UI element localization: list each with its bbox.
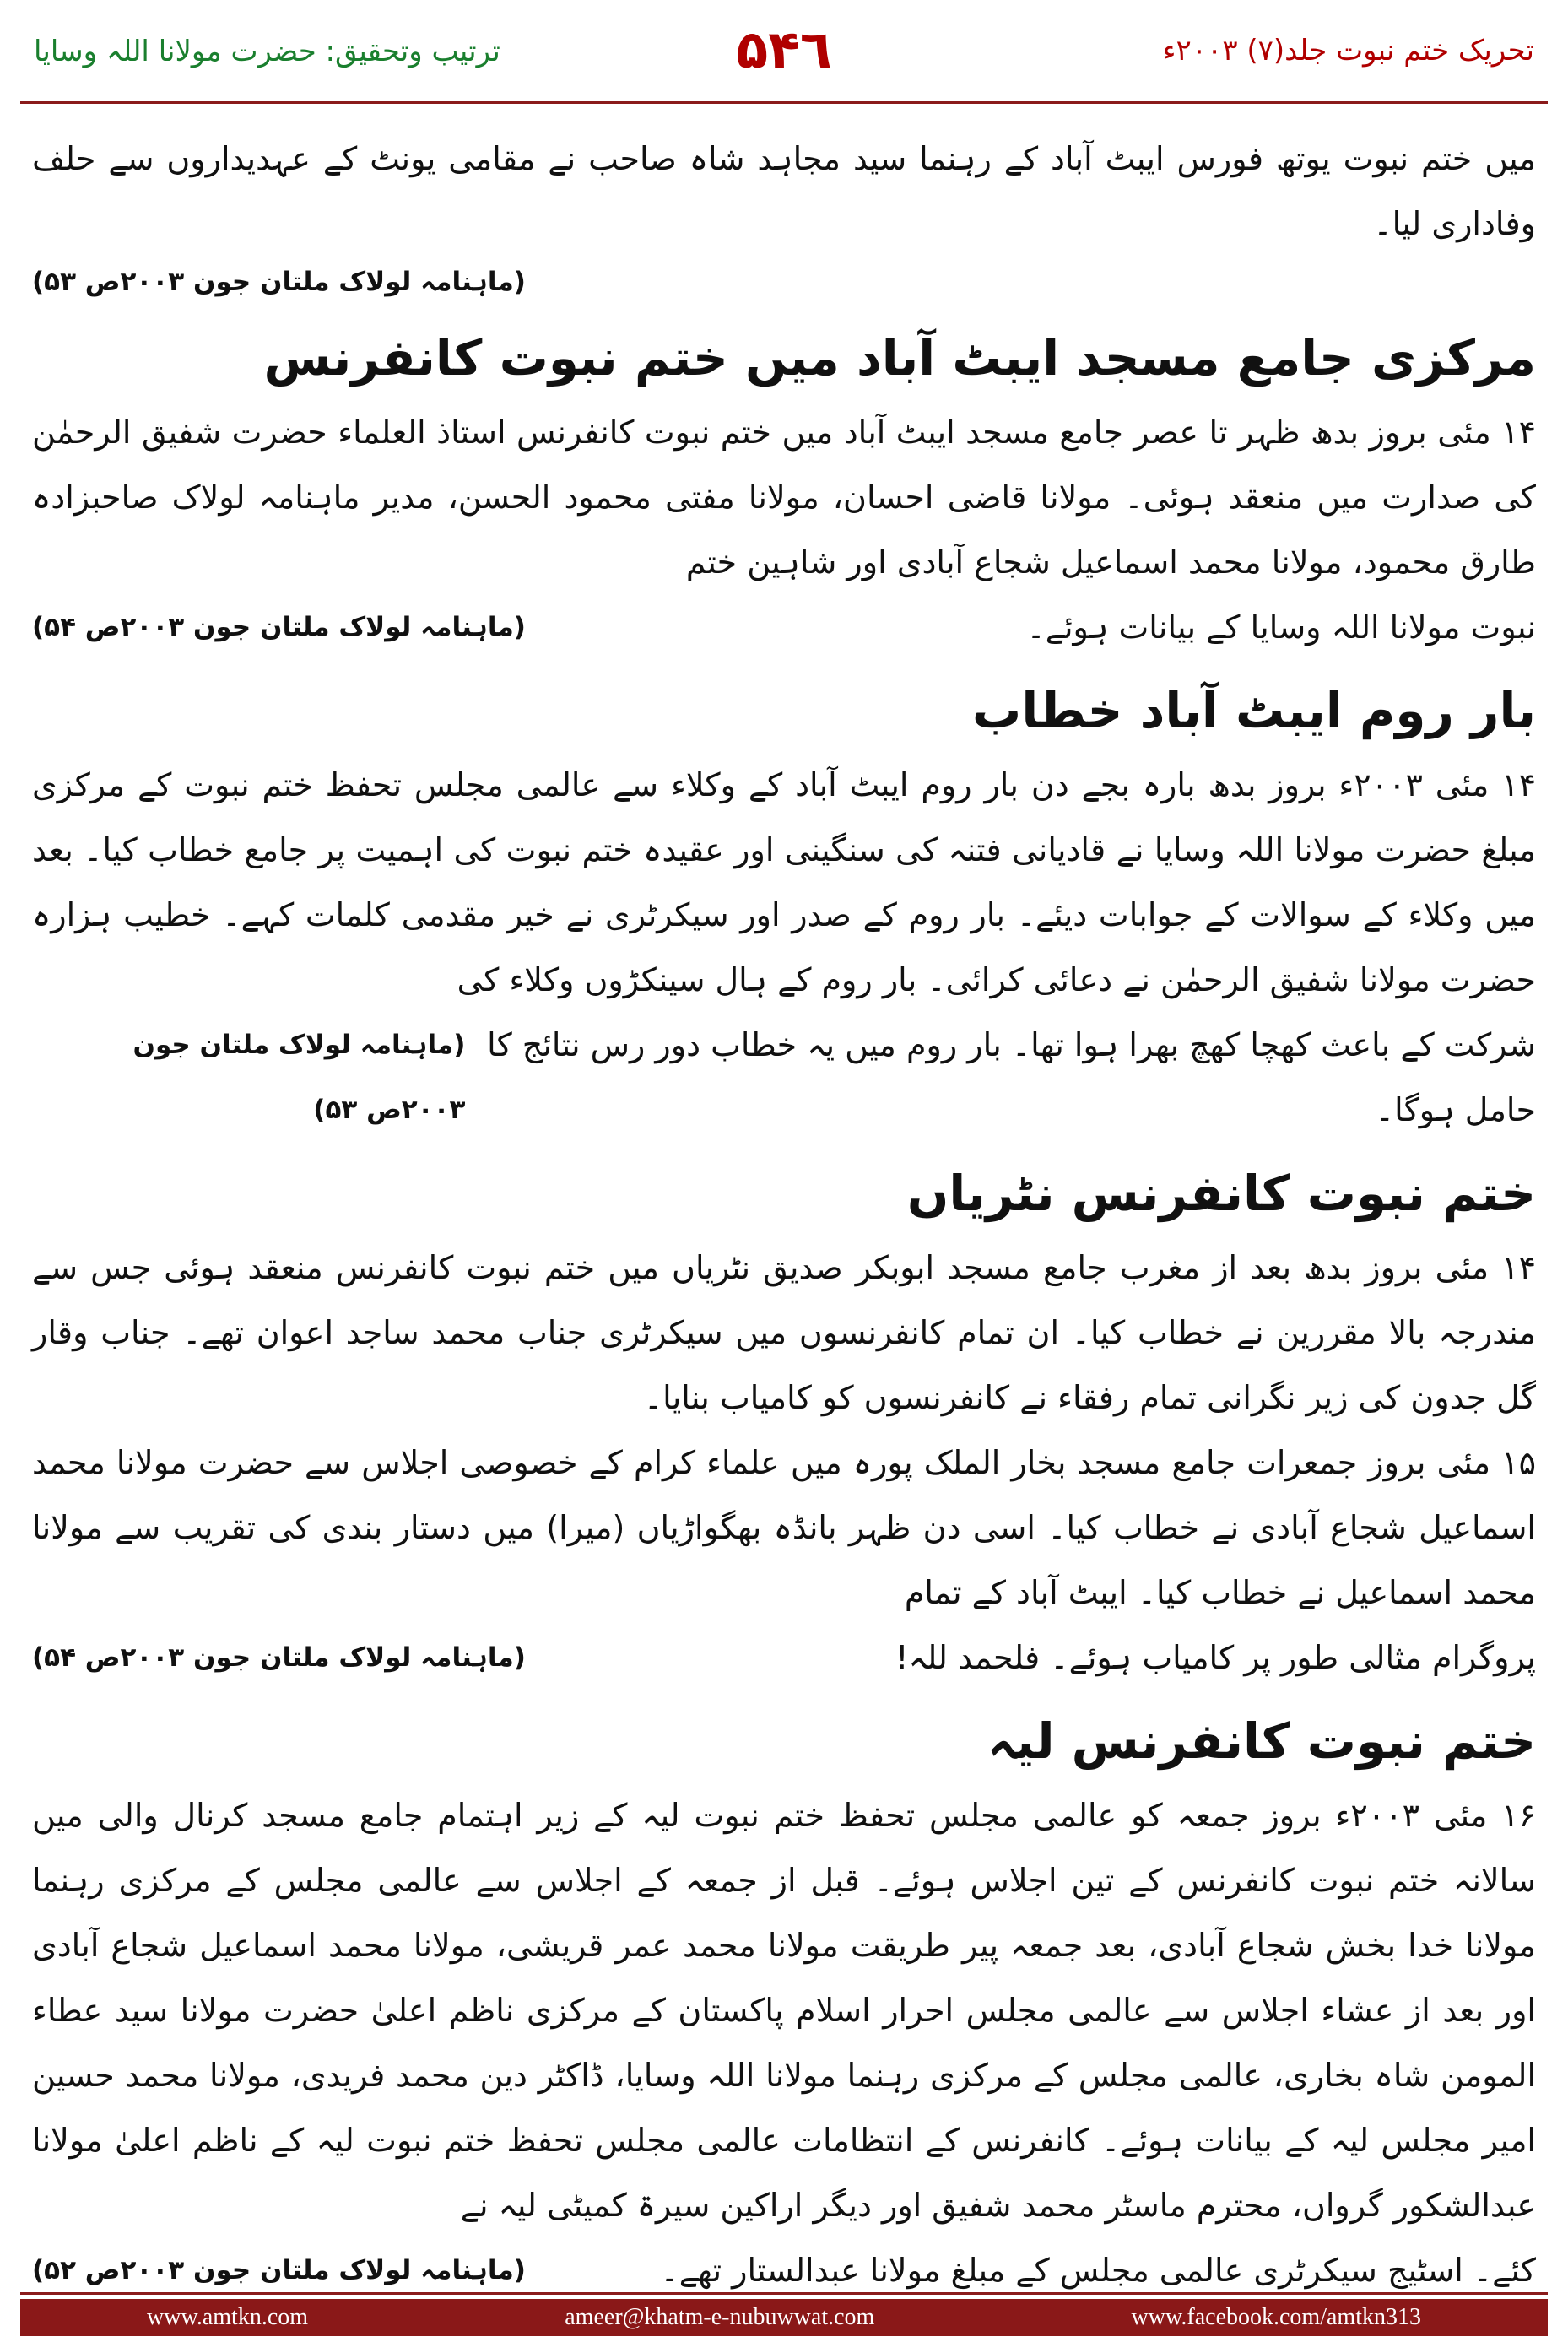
intro-paragraph: میں ختم نبوت یوتھ فورس ایبٹ آباد کے رہنما سید مجاہد شاہ صاحب نے مقامی یونٹ کے عہدیداروں سے حلف وفاداری لیا۔ xyxy=(32,140,1536,242)
footer-email-link[interactable]: ameer@khatm-e-nubuwwat.com xyxy=(565,2304,875,2330)
section-closing-line xyxy=(32,595,1536,660)
footer-divider xyxy=(20,2292,1548,2295)
footer-bar xyxy=(20,2299,1548,2336)
source-reference: (ماہنامہ لولاک ملتان جون ۲۰۰۳ص ۵۲) xyxy=(32,2255,526,2285)
section-paragraph: ۱۴ مئی بروز بدھ بعد از مغرب جامع مسجد ابوبکر صدیق نٹریاں میں ختم نبوت کانفرنس منعقد ہوئی جس سے مندرجہ بالا مقررین نے خطاب کیا۔ ان تمام کانفرنسوں میں سیکرٹری جناب محمد ساجد اعوان تھے۔ جناب وقار گل جدون کی زیر نگرانی تمام رفقاء نے کانفرنسوں کو کامیاب بنایا۔ xyxy=(32,1249,1536,1416)
section-heading-natrian: ختم نبوت کانفرنس نٹریاں xyxy=(906,1165,1536,1222)
section-heading-layyah: ختم نبوت کانفرنس لیہ xyxy=(987,1712,1536,1770)
section-heading-bar-room: بار روم ایبٹ آباد خطاب xyxy=(972,682,1536,739)
section-paragraph: ۱۵ مئی بروز جمعرات جامع مسجد بخار الملک پورہ میں علماء کرام کے خصوصی اجلاس سے حضرت مولانا محمد اسماعیل شجاع آبادی نے خطاب کیا۔ اسی دن ظہر بانڈہ بھگواڑیاں (میرا) میں دستار بندی کی تقریب سے مولانا محمد اسماعیل نے خطاب کیا۔ ایبٹ آباد کے تمام xyxy=(32,1444,1536,1611)
header-compiler: ترتیب وتحقیق: حضرت مولانا اللہ وسایا xyxy=(34,35,500,68)
intro-reference: (ماہنامہ لولاک ملتان جون ۲۰۰۳ص ۵۳) xyxy=(32,267,526,297)
page-body xyxy=(32,127,1536,2303)
section-paragraph: ۱۴ مئی ۲۰۰۳ء بروز بدھ بارہ بجے دن بار روم ایبٹ آباد کے وکلاء سے عالمی مجلس تحفظ ختم نبوت کے مرکزی مبلغ حضرت مولانا اللہ وسایا نے قادیانی فتنہ کی سنگینی اور عقیدہ ختم نبوت کی اہمیت پر جامع خطاب کیا۔ بعد میں وکلاء کے سوالات کے جوابات دیئے۔ بار روم کے صدر اور سیکرٹری نے خیر مقدمی کلمات کہے۔ خطیب ہزارہ حضرت مولانا شفیق الرحمٰن نے دعائی کرائی۔ بار روم کے ہال سینکڑوں وکلاء کی xyxy=(32,766,1536,998)
section-paragraph: ۱۶ مئی ۲۰۰۳ء بروز جمعہ کو عالمی مجلس تحفظ ختم نبوت لیہ کے زیر اہتمام جامع مسجد کرنال والی میں سالانہ ختم نبوت کانفرنس کے تین اجلاس ہوئے۔ قبل از جمعہ کے اجلاس سے عالمی مجلس کے مرکزی رہنما مولانا خدا بخش شجاع آبادی، بعد جمعہ پیر طریقت مولانا محمد عمر قریشی، مولانا محمد اسماعیل شجاع آبادی اور بعد از عشاء اجلاس سے عالمی مجلس احرار اسلام پاکستان کے مرکزی ناظم اعلیٰ حضرت مولانا سید عطاء المومن شاہ بخاری، عالمی مجلس کے مرکزی رہنما مولانا اللہ وسایا، ڈاکٹر دین محمد فریدی، مولانا محمد حسین امیر مجلس لیہ کے بیانات ہوئے۔ کانفرنس کے انتظامات عالمی مجلس تحفظ ختم نبوت لیہ کے ناظم اعلیٰ مولانا عبدالشکور گرواں، محترم ماسٹر محمد شفیق اور دیگر اراکین سیرۃ کمیٹی لیہ نے xyxy=(32,1797,1536,2224)
closing-text: کئے۔ اسٹیج سیکرٹری عالمی مجلس کے مبلغ مولانا عبدالستار تھے۔ xyxy=(660,2252,1536,2289)
closing-text: شرکت کے باعث کھچا کھچ بھرا ہوا تھا۔ بار روم میں یہ خطاب دور رس نتائج کا حامل ہوگا۔ xyxy=(487,1026,1536,1128)
source-reference: (ماہنامہ لولاک ملتان جون ۲۰۰۳ص ۵۴) xyxy=(32,1642,526,1673)
section-closing-line xyxy=(32,1013,1536,1143)
page-header xyxy=(0,0,1568,118)
section-heading-abbottabad-mosque: مرکزی جامع مسجد ایبٹ آباد میں ختم نبوت کانفرنس xyxy=(263,329,1536,387)
closing-text: نبوت مولانا اللہ وسایا کے بیانات ہوئے۔ xyxy=(1026,608,1536,646)
closing-text: پروگرام مثالی طور پر کامیاب ہوئے۔ فلحمد للہ! xyxy=(895,1639,1536,1676)
page-footer xyxy=(0,2287,1568,2342)
header-book-title: تحریک ختم نبوت جلد(۷) ۲۰۰۳ء xyxy=(1162,34,1534,68)
source-reference: (ماہنامہ لولاک ملتان جون ۲۰۰۳ص ۵۴) xyxy=(32,612,526,642)
page-number: ۵۴٦ xyxy=(736,19,832,80)
footer-website-link[interactable]: www.amtkn.com xyxy=(147,2304,309,2330)
footer-facebook-link[interactable]: www.facebook.com/amtkn313 xyxy=(1131,2304,1421,2330)
section-closing-line xyxy=(32,1625,1536,1690)
header-divider xyxy=(20,101,1548,104)
source-reference: (ماہنامہ لولاک ملتان جون ۲۰۰۳ص ۵۳) xyxy=(132,1030,466,1125)
section-paragraph: ۱۴ مئی بروز بدھ ظہر تا عصر جامع مسجد ایبٹ آباد میں ختم نبوت کانفرنس استاذ العلماء حضرت شفیق الرحمٰن کی صدارت میں منعقد ہوئی۔ مولانا قاضی احسان، مولانا مفتی محمود الحسن، مدیر ماہنامہ لولاک صاحبزادہ طارق محمود، مولانا محمد اسماعیل شجاع آبادی اور شاہین ختم xyxy=(32,414,1536,581)
